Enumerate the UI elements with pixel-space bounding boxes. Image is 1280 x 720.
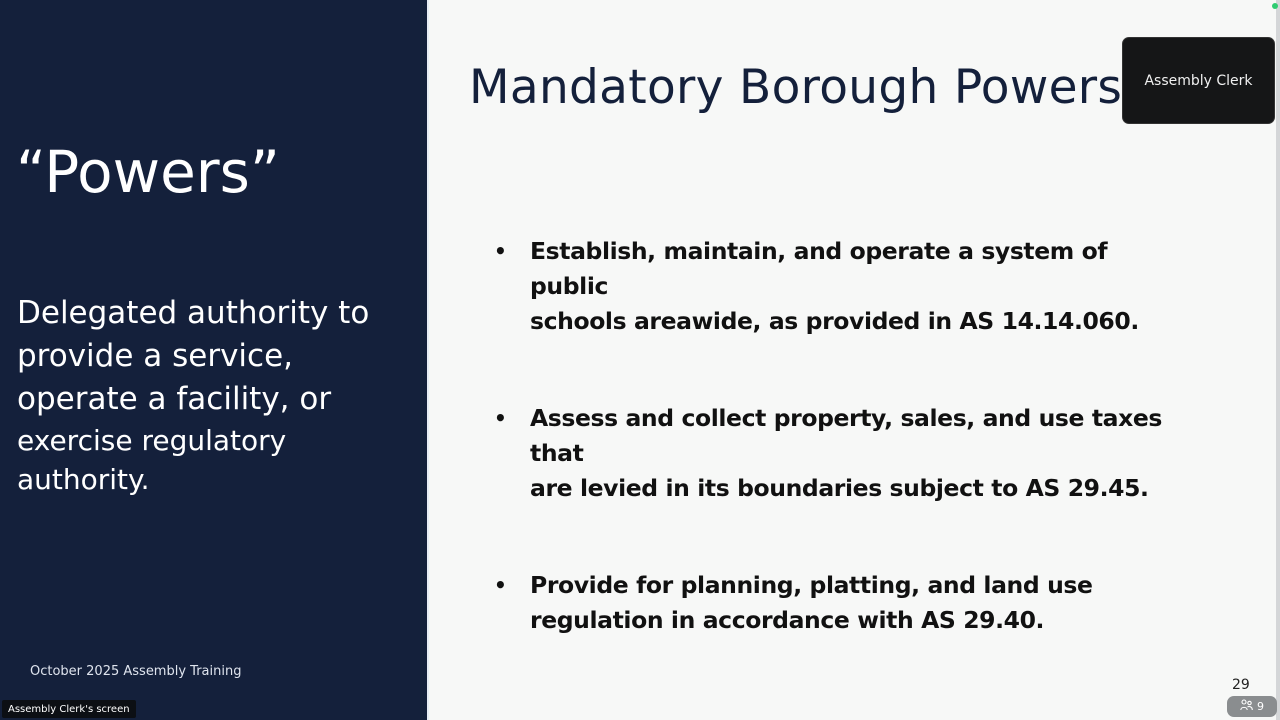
window-edge xyxy=(1276,0,1280,720)
people-icon xyxy=(1240,699,1253,714)
bullet-icon: • xyxy=(494,573,507,597)
bullet-line: are levied in its boundaries subject to AS 29.45. xyxy=(530,474,1149,502)
status-indicator-icon xyxy=(1272,3,1278,9)
bullet-line: Establish, maintain, and operate a system of public xyxy=(530,237,1108,300)
slide-title: Mandatory Borough Powers xyxy=(469,60,1123,115)
bullet-icon: • xyxy=(494,406,507,430)
definition-line: operate a facility, or xyxy=(17,381,332,417)
bullet-line: Assess and collect property, sales, and use taxes that xyxy=(530,404,1162,467)
bullet-item xyxy=(492,568,1192,638)
participant-name: Assembly Clerk xyxy=(1144,72,1253,89)
bullet-item xyxy=(492,234,1192,339)
panel-divider xyxy=(427,0,429,720)
bullet-line: schools areawide, as provided in AS 14.14.060. xyxy=(530,307,1139,335)
screen-share-label: Assembly Clerk's screen xyxy=(2,700,136,718)
bullet-list xyxy=(492,234,1192,700)
bullet-line: Provide for planning, platting, and land use xyxy=(530,571,1093,599)
bullet-line: regulation in accordance with AS 29.40. xyxy=(530,606,1045,634)
bullet-icon: • xyxy=(494,239,507,263)
slide-number: 29 xyxy=(1232,677,1250,693)
definition-line: authority. xyxy=(17,463,150,496)
definition-line: provide a service, xyxy=(17,338,294,374)
bullet-item xyxy=(492,401,1192,506)
participants-button[interactable] xyxy=(1227,696,1277,717)
section-title: “Powers” xyxy=(16,138,280,206)
definition-line: Delegated authority to xyxy=(17,295,370,331)
definition-text xyxy=(17,292,417,499)
slide-footer: October 2025 Assembly Training xyxy=(30,664,242,679)
definition-line: exercise regulatory xyxy=(17,424,287,457)
participant-video-tile[interactable] xyxy=(1122,37,1275,124)
slide-left-panel xyxy=(0,0,427,720)
participant-count: 9 xyxy=(1257,700,1264,713)
